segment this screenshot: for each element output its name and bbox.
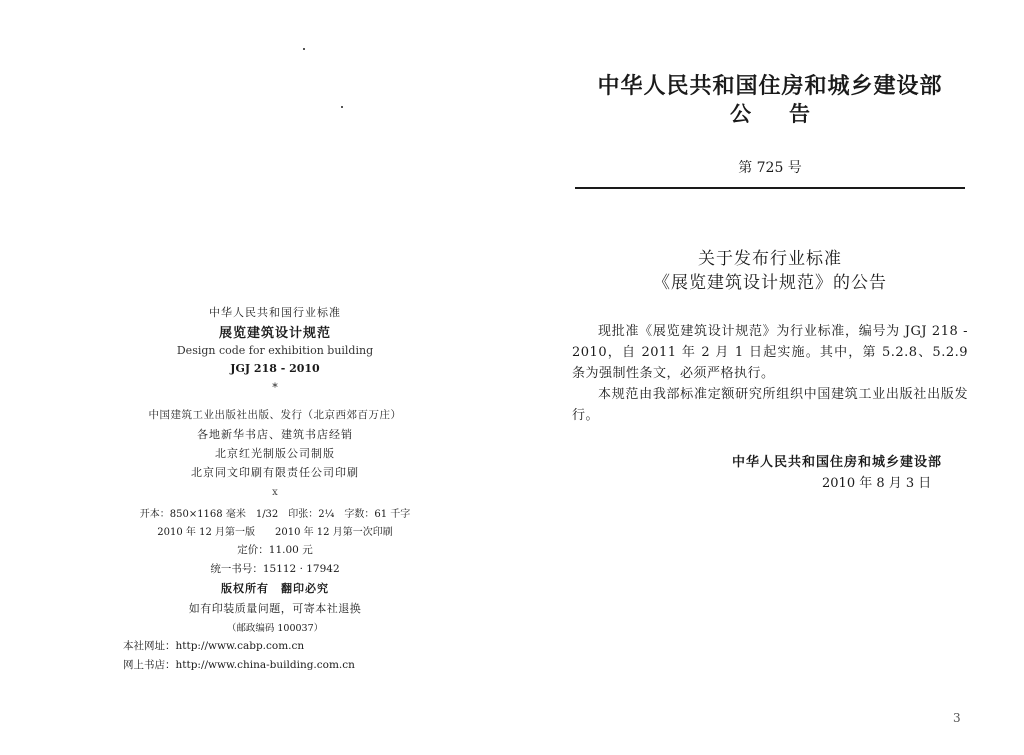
separator-star: *: [272, 381, 278, 394]
scan-speck: [341, 106, 343, 108]
copyright-line: 版权所有 翻印必究: [221, 582, 329, 595]
ministry-heading: 中华人民共和国住房和城乡建设部: [597, 73, 943, 99]
publisher-line: 中国建筑工业出版社出版、发行（北京西郊百万庄）: [148, 409, 402, 421]
body-paragraph-2: 本规范由我部标准定额研究所组织中国建筑工业出版社出版发行。: [572, 387, 968, 423]
price-line: 定价：11.00 元: [237, 544, 313, 556]
announcement-title-line1: 关于发布行业标准: [698, 249, 842, 269]
printing-line: 北京同文印刷有限责任公司印刷: [191, 466, 359, 479]
format-line: 开本：850×1168 毫米 1/32 印张：2¼ 字数：61 千字: [139, 509, 411, 520]
body-paragraph-1: 现批准《展览建筑设计规范》为行业标准，编号为 JGJ 218 - 2010，自 2011 年 2 月 1 日起实施。其中，第 5.2.8、5.2.9 条为强制性条文，必须严格执行。: [572, 324, 968, 381]
postcode-line: （邮政编码 100037）: [226, 623, 324, 634]
separator-x: x: [272, 487, 278, 498]
distribution-line: 各地新华书店、建筑书店经销: [197, 428, 353, 441]
isbn-line: 统一书号：15112 · 17942: [210, 563, 340, 575]
announcement-title-line2: 《展览建筑设计规范》的公告: [653, 273, 887, 293]
book-title-en: Design code for exhibition building: [176, 344, 374, 357]
announcement-number: 第 725 号: [738, 160, 802, 176]
website-line: 本社网址：http://www.cabp.com.cn: [123, 640, 305, 652]
plate-making-line: 北京红光制版公司制版: [215, 447, 335, 460]
announcement-date: 2010 年 8 月 3 日: [822, 476, 932, 491]
scan-speck: [303, 48, 305, 50]
horizontal-rule: [575, 187, 965, 189]
page-number: 3: [953, 711, 961, 725]
bookstore-line: 网上书店：http://www.china-building.com.cn: [123, 659, 355, 671]
edition-line: 2010 年 12 月第一版 2010 年 12 月第一次印刷: [157, 527, 393, 538]
standard-code: JGJ 218 - 2010: [230, 362, 320, 375]
standard-type: 中华人民共和国行业标准: [209, 306, 341, 319]
notice-heading: 公告: [730, 101, 848, 126]
book-title: 展览建筑设计规范: [218, 326, 331, 341]
signature: 中华人民共和国住房和城乡建设部: [731, 455, 942, 470]
quality-line: 如有印装质量问题，可寄本社退换: [188, 602, 362, 615]
